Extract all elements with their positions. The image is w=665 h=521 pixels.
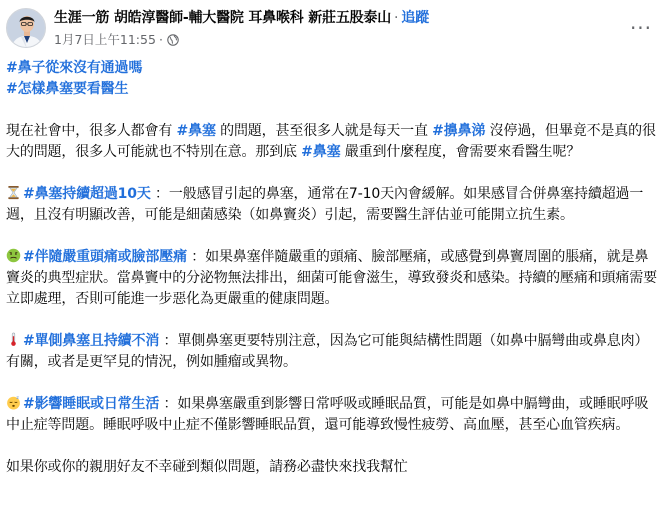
author-name[interactable]: 生涯一筋 胡皓淳醫師-輔大醫院 耳鼻喉科 新莊五股泰山 [54,10,392,26]
sleeping-face-icon [6,395,21,410]
globe-icon [167,34,179,46]
post-body [6,58,660,478]
intro-paragraph: 現在社會中，很多人都會有 #鼻塞 的問題，甚至很多人就是每天一直 #擤鼻涕 沒停過，但畢竟不是真的很大的問題，很多人可能就也不特別在意。那到底 #鼻塞 嚴重到什麼程度，會需要來看醫生呢？ [6,123,656,160]
hashtag-link[interactable]: #伴隨嚴重頭痛或臉部壓痛 [23,249,187,265]
separator-dot: · [394,10,399,26]
section-paragraph: #鼻塞持續超過10天 ：一般感冒引起的鼻塞，通常在7-10天內會緩解。如果感冒合併鼻塞持續超過一週，且沒有明顯改善，可能是細菌感染（如鼻竇炎）引起，需要醫生評估並可能開立抗生素。 [6,186,644,223]
meta-separator-dot: · [158,32,163,47]
hashtag-block [6,58,660,100]
avatar[interactable] [6,8,46,48]
hashtag-link[interactable]: #鼻塞持續超過10天 [23,186,151,202]
section-paragraph: #單側鼻塞且持續不消 ：單側鼻塞更要特別注意，因為它可能與結構性問題（如鼻中膈彎曲或鼻息肉）有關，或者是更罕見的情況，例如腫瘤或異物。 [6,333,649,370]
closing-paragraph: 如果你或你的親朋好友不幸碰到類似問題，請務必盡快來找我幫忙 [6,459,408,475]
hashtag-link[interactable]: #單側鼻塞且持續不消 [23,333,160,349]
doctor-avatar-icon [7,9,46,48]
author-line [54,8,429,28]
section-paragraph: #伴隨嚴重頭痛或臉部壓痛 ：如果鼻塞伴隨嚴重的頭痛、臉部壓痛，或感覺到鼻竇周圍的脹痛，就是鼻竇炎的典型症狀。當鼻竇中的分泌物無法排出，細菌可能會滋生，導致發炎和感染。持續的壓痛和頭痛需要立即處理，否則可能進一步惡化為更嚴重的健康問題。 [6,249,657,307]
hashtag-link[interactable]: #鼻子從來沒有通過嗎 [6,60,143,76]
section-paragraph: z #影響睡眠或日常生活 ：如果鼻塞嚴重到影響日常呼吸或睡眠品質，可能是如鼻中膈彎曲，或睡眠呼吸中止症等問題。睡眠呼吸中止症不僅影響睡眠品質，還可能導致慢性疲勞、高血壓，甚至心血管疾病。 [6,395,649,433]
hashtag-link[interactable]: #擤鼻涕 [432,123,486,139]
hashtag-link[interactable]: #鼻塞 [176,123,216,139]
post-header [0,0,665,56]
post-meta [54,31,179,49]
hashtag-link[interactable]: #鼻塞 [301,144,341,160]
more-options-button[interactable]: ··· [629,16,653,40]
post-timestamp[interactable]: 1月7日上午11:55 [54,32,156,47]
hashtag-link[interactable]: #影響睡眠或日常生活 [23,396,160,412]
follow-button[interactable]: 追蹤 [401,10,429,26]
hourglass-icon [6,185,21,200]
hashtag-link[interactable]: #怎樣鼻塞要看醫生 [6,81,129,97]
nauseated-face-icon [6,248,21,263]
thermometer-icon [6,332,21,347]
svg-text:z: z [16,395,19,401]
